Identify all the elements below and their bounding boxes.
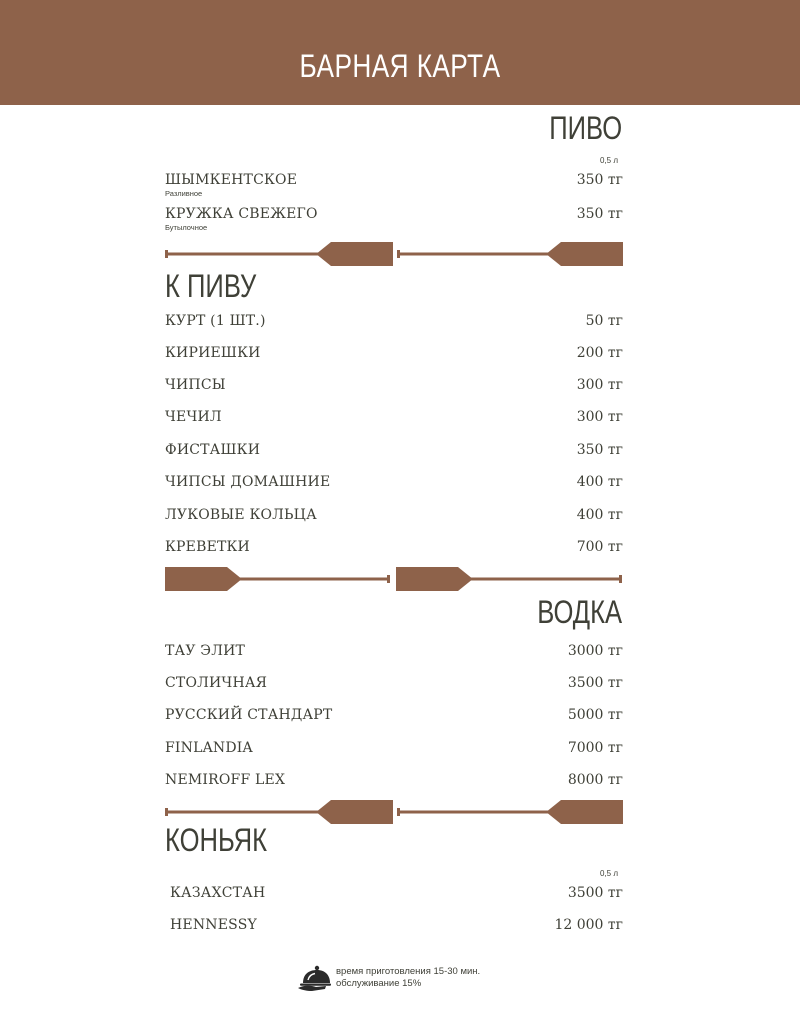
item-price: 300 тг [576,409,623,425]
section-heading-snacks: К ПИВУ [165,268,257,304]
menu-item [165,675,623,701]
menu-item [165,539,623,565]
item-name: КИРИЕШКИ [165,345,261,361]
item-price: 200 тг [576,345,623,361]
footer-note [336,966,480,990]
menu-item [165,345,623,371]
item-name: ФИСТАШКИ [165,442,261,458]
menu-item [165,507,623,533]
header-banner [0,0,800,105]
item-price: 5000 тг [567,707,623,723]
item-name: HENNESSY [170,917,257,933]
footer-line-service: обслуживание 15% [336,978,422,989]
menu-item [165,707,623,733]
page-title: БАРНАЯ КАРТА [299,48,501,84]
item-name: ЛУКОВЫЕ КОЛЬЦА [165,507,317,523]
menu-item [170,885,623,911]
item-subtitle: Бутылочное [165,223,208,232]
cloche-icon [298,964,332,992]
menu-item [165,772,623,798]
item-name: FINLANDIA [165,740,253,756]
item-price: 700 тг [576,539,623,555]
item-price: 300 тг [576,377,623,393]
item-name: ЧИПСЫ [165,377,226,393]
item-name: ЧЕЧИЛ [165,409,222,425]
item-name: КРУЖКА СВЕЖЕГО [165,206,318,222]
item-price: 12 000 тг [554,917,623,933]
item-subtitle: Разливное [165,189,203,198]
oar-divider [165,566,625,592]
volume-label-beer: 0,5 л [599,156,618,165]
menu-item [165,409,623,435]
item-name: ШЫМКЕНТСКОЕ [165,172,298,188]
item-price: 400 тг [576,507,623,523]
item-name: СТОЛИЧНАЯ [165,675,268,691]
menu-item [165,442,623,468]
item-price: 8000 тг [567,772,623,788]
volume-label-cognac: 0,5 л [599,869,618,878]
item-price: 3500 тг [567,885,623,901]
item-name: РУССКИЙ СТАНДАРТ [165,707,333,723]
section-heading-vodka: ВОДКА [537,594,622,630]
item-price: 3500 тг [567,675,623,691]
menu-item [170,917,623,943]
menu-item [165,377,623,403]
item-name: ЧИПСЫ ДОМАШНИЕ [165,474,331,490]
menu-item [165,206,623,232]
item-price: 350 тг [576,206,623,222]
item-price: 350 тг [576,172,623,188]
item-name: КУРТ (1 ШТ.) [165,313,266,329]
menu-item [165,643,623,669]
item-price: 7000 тг [567,740,623,756]
footer-line-prep-time: время приготовления 15-30 мин. [336,966,481,977]
item-name: КРЕВЕТКИ [165,539,250,555]
oar-divider [165,241,625,267]
menu-item [165,474,623,500]
menu-item [165,172,623,198]
item-name: NEMIROFF LEX [165,772,286,788]
item-price: 350 тг [576,442,623,458]
item-name: ТАУ ЭЛИТ [165,643,246,659]
menu-item [165,740,623,766]
item-price: 50 тг [585,313,623,329]
item-price: 400 тг [576,474,623,490]
menu-item [165,313,623,339]
item-price: 3000 тг [567,643,623,659]
section-heading-cognac: КОНЬЯК [165,822,268,858]
section-heading-beer: ПИВО [549,110,622,146]
item-name: КАЗАХСТАН [170,885,266,901]
